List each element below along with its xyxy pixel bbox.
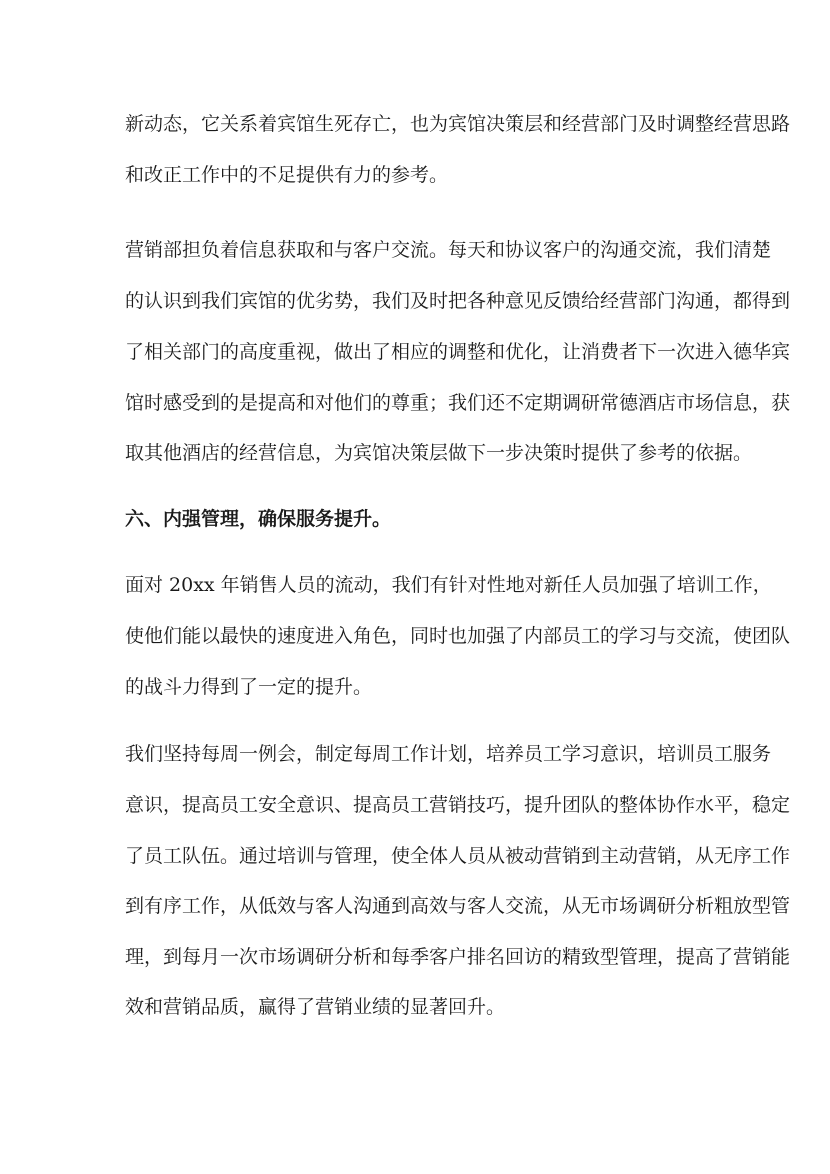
text-line: 馆时感受到的是提高和对他们的尊重；我们还不定期调研常德酒店市场信息，获: [125, 392, 791, 414]
text-line: 的认识到我们宾馆的优劣势，我们及时把各种意见反馈给经营部门沟通，都得到: [125, 290, 791, 312]
text-line: 新动态，它关系着宾馆生死存亡，也为宾馆决策层和经营部门及时调整经营思路: [125, 113, 791, 135]
text-line: 营销部担负着信息获取和与客户交流。每天和协议客户的沟通交流，我们清楚: [125, 239, 772, 261]
text-line: 的战斗力得到了一定的提升。: [125, 676, 373, 698]
text-line: 使他们能以最快的速度进入角色，同时也加强了内部员工的学习与交流，使团队: [125, 625, 791, 647]
text-line: 我们坚持每周一例会，制定每周工作计划，培养员工学习意识，培训员工服务: [125, 743, 772, 765]
section-heading: 六、内强管理，确保服务提升。: [125, 508, 392, 530]
text-line: 面对 20xx 年销售人员的流动，我们有针对性地对新任人员加强了培训工作，: [125, 574, 772, 596]
text-line: 效和营销品质，赢得了营销业绩的显著回升。: [125, 996, 506, 1018]
text-line: 取其他酒店的经营信息，为宾馆决策层做下一步决策时提供了参考的依据。: [125, 442, 753, 464]
text-line: 了相关部门的高度重视，做出了相应的调整和优化，让消费者下一次进入德华宾: [125, 341, 791, 363]
text-line: 了员工队伍。通过培训与管理，使全体人员从被动营销到主动营销，从无序工作: [125, 845, 791, 867]
text-line: 理，到每月一次市场调研分析和每季客户排名回访的精致型管理，提高了营销能: [125, 946, 791, 968]
text-line: 和改正工作中的不足提供有力的参考。: [125, 164, 449, 186]
text-line: 意识，提高员工安全意识、提高员工营销技巧，提升团队的整体协作水平，稳定: [125, 794, 791, 816]
text-line: 到有序工作，从低效与客人沟通到高效与客人交流，从无市场调研分析粗放型管: [125, 895, 791, 917]
